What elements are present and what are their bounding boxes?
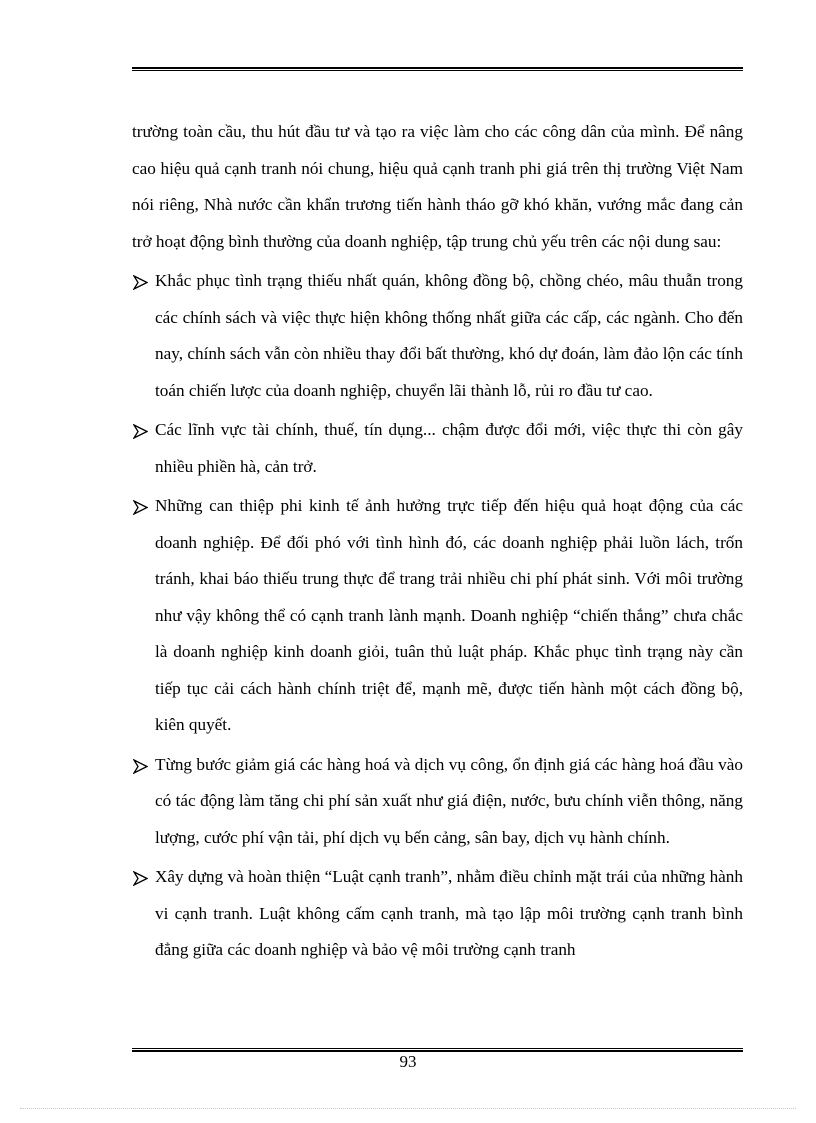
page-body — [132, 114, 743, 969]
intro-paragraph: trường toàn cầu, thu hút đầu tư và tạo ra việc làm cho các công dân của mình. Để nâng cao hiệu quả cạnh tranh nói chung, hiệu quả cạnh tranh phi giá trên thị trường Việt Nam nói riêng, Nhà nước cần khẩn trương tiến hành tháo gỡ khó khăn, vướng mắc đang cản trở hoạt động bình thường của doanh nghiệp, tập trung chủ yếu trên các nội dung sau: — [132, 122, 743, 251]
list-item-text: Các lĩnh vực tài chính, thuế, tín dụng... chậm được đổi mới, việc thực thi còn gây nhiều phiền hà, cản trở. — [155, 420, 743, 476]
arrowhead-bullet-icon — [133, 424, 148, 439]
arrowhead-bullet-icon — [133, 275, 148, 290]
list-item-text: Khắc phục tình trạng thiếu nhất quán, không đồng bộ, chồng chéo, mâu thuẫn trong các chính sách và việc thực hiện không thống nhất giữa các cấp, các ngành. Cho đến nay, chính sách vẫn còn nhiều thay đổi bất thường, khó dự đoán, làm đảo lộn các tính toán chiến lược của doanh nghiệp, chuyển lãi thành lỗ, rủi ro đầu tư cao. — [155, 271, 743, 400]
list-item-text: Những can thiệp phi kinh tế ảnh hưởng trực tiếp đến hiệu quả hoạt động của các doanh nghiệp. Để đối phó với tình hình đó, các doanh nghiệp phải luồn lách, trốn tránh, khai báo thiếu trung thực để trang trải nhiều chi phí phát sinh. Với môi trường như vậy không thể có cạnh tranh lành mạnh. Doanh nghiệp “chiến thắng” chưa chắc là doanh nghiệp kinh doanh giỏi, tuân thủ luật pháp. Khắc phục tình trạng này cần tiếp tục cải cách hành chính triệt để, mạnh mẽ, được tiến hành một cách đồng bộ, kiên quyết. — [155, 496, 743, 734]
arrowhead-bullet-icon — [133, 871, 148, 886]
list-item-text: Từng bước giảm giá các hàng hoá và dịch vụ công, ổn định giá các hàng hoá đầu vào có tác động làm tăng chi phí sản xuất như giá điện, nước, bưu chính viễn thông, năng lượng, cước phí vận tải, phí dịch vụ bến cảng, sân bay, dịch vụ hành chính. — [155, 754, 743, 847]
list-item — [132, 488, 743, 744]
arrowhead-bullet-icon — [133, 500, 148, 515]
list-item — [132, 412, 743, 485]
list-item — [132, 263, 743, 409]
header-rule — [132, 67, 743, 71]
bullet-list — [132, 263, 743, 969]
page-edge-divider — [20, 1108, 796, 1109]
list-item — [132, 747, 743, 857]
page-number: 93 — [399, 1052, 417, 1071]
list-item — [132, 859, 743, 969]
arrowhead-bullet-icon — [133, 759, 148, 774]
list-item-text: Xây dựng và hoàn thiện “Luật cạnh tranh”, nhằm điều chỉnh mặt trái của những hành vi cạnh tranh. Luật không cấm cạnh tranh, mà tạo lập môi trường cạnh tranh bình đẳng giữa các doanh nghiệp và bảo vệ môi trường cạnh tranh — [155, 867, 743, 959]
